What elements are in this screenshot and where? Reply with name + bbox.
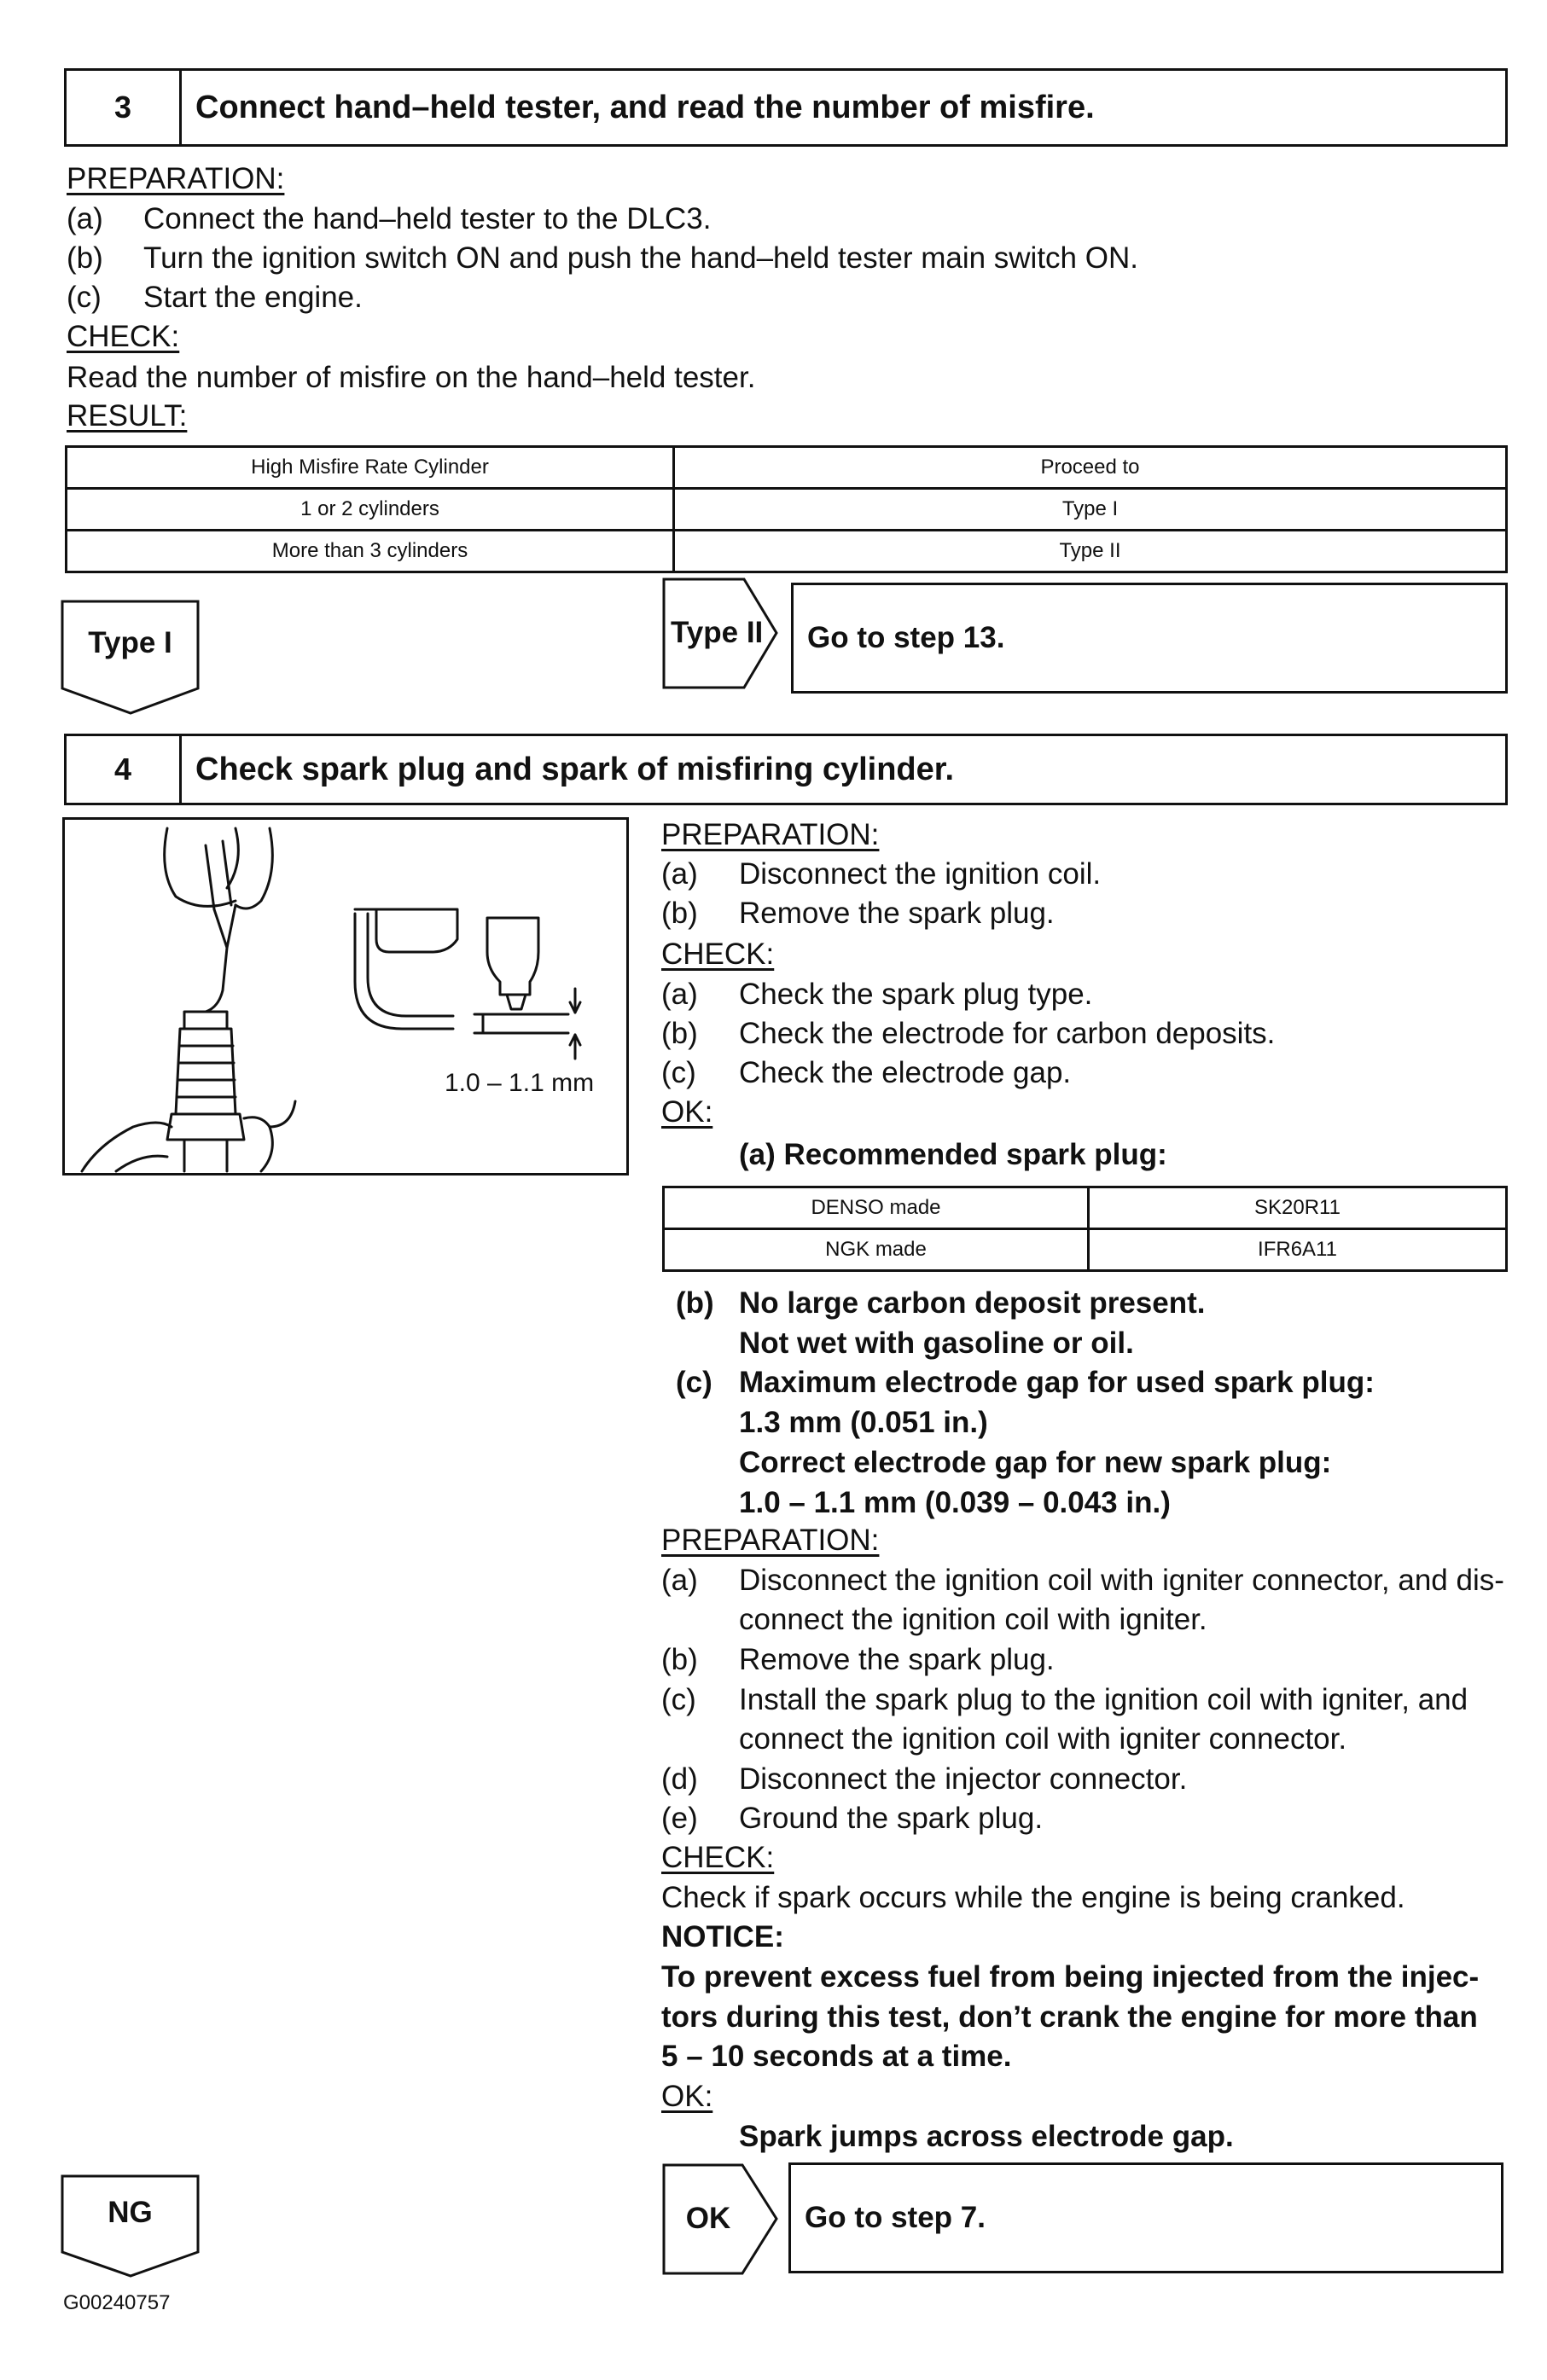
ng-label: NG [108, 2196, 153, 2229]
list-label: (c) [676, 1366, 712, 1399]
list-text: Disconnect the injector connector. [739, 1762, 1188, 1796]
check-heading: CHECK: [67, 320, 180, 353]
notice-line: 5 – 10 seconds at a time. [661, 2040, 1012, 2073]
ok-flow-marker [661, 2162, 789, 2278]
list-text: No large carbon deposit present. [739, 1286, 1206, 1320]
preparation-heading: PREPARATION: [67, 162, 285, 195]
list-text: Remove the spark plug. [739, 1643, 1055, 1676]
list-label: (c) [67, 281, 102, 314]
list-text: Not wet with gasoline or oil. [739, 1326, 1134, 1360]
check-heading: CHECK: [661, 937, 775, 971]
notice-line: To prevent excess fuel from being injected from the injec- [661, 1960, 1480, 1994]
type2-label: Type II [671, 616, 764, 649]
list-text: Check the electrode for carbon deposits. [739, 1017, 1276, 1050]
list-label: (c) [661, 1683, 696, 1716]
ok-heading: OK: [661, 2080, 713, 2113]
list-label: (b) [676, 1286, 714, 1320]
type2-action-box: Go to step 13. [791, 583, 1508, 694]
ng-flow-marker [60, 2174, 205, 2280]
list-label: (a) [661, 857, 698, 891]
list-label: (a) [661, 1564, 698, 1597]
step-3-header [64, 68, 1508, 147]
table-header: High Misfire Rate Cylinder [67, 447, 674, 489]
list-text: Check the electrode gap. [739, 1056, 1072, 1089]
result-table [65, 445, 1508, 573]
list-text: Disconnect the ignition coil with igniter connector, and dis- [739, 1564, 1504, 1597]
table-row [67, 531, 1507, 572]
list-text: Connect the hand–held tester to the DLC3. [143, 202, 712, 235]
list-label: (e) [661, 1802, 698, 1835]
notice-heading: NOTICE: [661, 1920, 784, 1953]
spark-plug-gap-figure [62, 817, 629, 1175]
figure-code: G00240757 [63, 2291, 171, 2314]
table-cell: NGK made [664, 1229, 1089, 1271]
list-label: (b) [661, 1643, 698, 1676]
table-header: Proceed to [674, 447, 1507, 489]
list-label: (c) [661, 1056, 696, 1089]
check-text: Read the number of misfire on the hand–held tester. [67, 361, 756, 394]
table-cell: DENSO made [664, 1187, 1089, 1229]
list-label: (b) [661, 1017, 698, 1050]
spark-plug-table [662, 1186, 1508, 1272]
table-cell: Type II [674, 531, 1507, 572]
list-text: 1.3 mm (0.051 in.) [739, 1406, 988, 1439]
preparation-heading: PREPARATION: [661, 818, 880, 851]
step-number: 4 [67, 736, 182, 803]
list-text: connect the ignition coil with igniter connector. [739, 1722, 1347, 1756]
ok-result-text: Spark jumps across electrode gap. [739, 2120, 1234, 2153]
list-text: Start the engine. [143, 281, 363, 314]
gap-dimension-label: 1.0 – 1.1 mm [445, 1069, 595, 1097]
ok-action-box: Go to step 7. [788, 2162, 1503, 2273]
recommended-plug-heading: (a) Recommended spark plug: [739, 1138, 1167, 1171]
list-label: (a) [67, 202, 103, 235]
table-row [67, 447, 1507, 489]
type1-flow-marker [60, 599, 205, 717]
list-text: connect the ignition coil with igniter. [739, 1603, 1207, 1636]
check-text: Check if spark occurs while the engine is being cranked. [661, 1881, 1405, 1914]
list-text: Turn the ignition switch ON and push the hand–held tester main switch ON. [143, 241, 1138, 275]
list-text: Correct electrode gap for new spark plug: [739, 1446, 1332, 1479]
step-title: Check spark plug and spark of misfiring cylinder. [195, 751, 955, 787]
step-4-header [64, 734, 1508, 805]
check-heading: CHECK: [661, 1841, 775, 1874]
type2-flow-marker [661, 577, 781, 693]
spark-plug-illustration [65, 820, 628, 1175]
step-number: 3 [67, 71, 182, 144]
step-title: Connect hand–held tester, and read the number of misfire. [195, 89, 1095, 125]
table-row [67, 489, 1507, 531]
list-label: (b) [661, 897, 698, 930]
list-text: Disconnect the ignition coil. [739, 857, 1102, 891]
list-label: (b) [67, 241, 103, 275]
ok-heading: OK: [661, 1095, 713, 1129]
table-cell: More than 3 cylinders [67, 531, 674, 572]
list-text: Remove the spark plug. [739, 897, 1055, 930]
list-text: Check the spark plug type. [739, 978, 1093, 1011]
result-heading: RESULT: [67, 399, 188, 432]
list-label: (d) [661, 1762, 698, 1796]
table-cell: SK20R11 [1089, 1187, 1507, 1229]
table-row [664, 1187, 1507, 1229]
table-cell: 1 or 2 cylinders [67, 489, 674, 531]
ok-label: OK [685, 2202, 731, 2235]
list-label: (a) [661, 978, 698, 1011]
preparation-heading: PREPARATION: [661, 1524, 880, 1557]
notice-line: tors during this test, don’t crank the engine for more than [661, 2000, 1478, 2034]
table-cell: Type I [674, 489, 1507, 531]
list-text: Ground the spark plug. [739, 1802, 1044, 1835]
type1-label: Type I [88, 626, 172, 659]
table-row [664, 1229, 1507, 1271]
table-cell: IFR6A11 [1089, 1229, 1507, 1271]
list-text: Maximum electrode gap for used spark plug: [739, 1366, 1375, 1399]
list-text: Install the spark plug to the ignition coil with igniter, and [739, 1683, 1468, 1716]
list-text: 1.0 – 1.1 mm (0.039 – 0.043 in.) [739, 1486, 1171, 1519]
